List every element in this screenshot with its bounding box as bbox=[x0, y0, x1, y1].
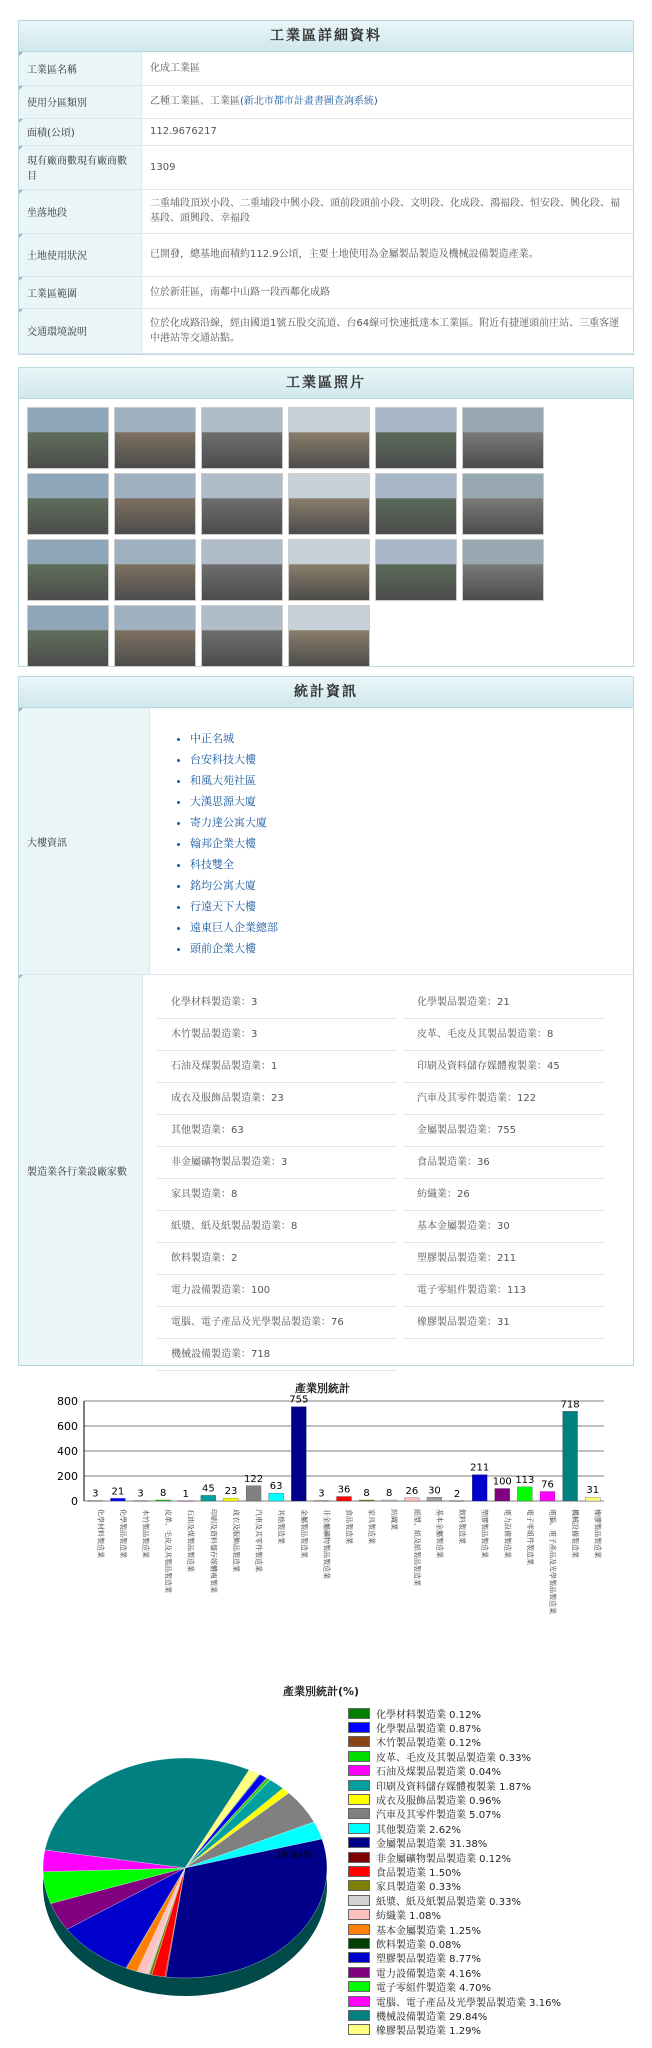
bar bbox=[178, 1501, 193, 1502]
category-label: 石油及煤製品製造業 bbox=[186, 1509, 195, 1572]
bar bbox=[450, 1501, 465, 1502]
bar-value-label: 1 bbox=[182, 1488, 189, 1500]
site-photo[interactable] bbox=[201, 605, 283, 667]
bar bbox=[269, 1493, 284, 1501]
legend-label: 木竹製品製造業 0.12% bbox=[376, 1738, 481, 1750]
category-label: 成衣及服飾品製造業 bbox=[231, 1509, 240, 1572]
bar bbox=[246, 1486, 261, 1501]
legend-label: 紙漿、紙及紙製品製造業 0.33% bbox=[376, 1896, 521, 1908]
bar-value-label: 76 bbox=[541, 1479, 554, 1491]
detail-title: 工業區詳細資料 bbox=[19, 21, 633, 52]
bar-value-label: 8 bbox=[363, 1488, 370, 1499]
bar-value-label: 113 bbox=[515, 1474, 535, 1486]
building-link[interactable]: • 頭前企業大樓 bbox=[190, 938, 278, 959]
legend-item bbox=[348, 1807, 561, 1821]
legend-item bbox=[348, 1749, 561, 1763]
bar-chart-title: 產業別統計 bbox=[295, 1382, 350, 1395]
site-photo[interactable] bbox=[288, 407, 370, 469]
row-label: 交通環境說明 bbox=[19, 308, 142, 353]
legend-swatch bbox=[348, 1880, 370, 1891]
bar bbox=[88, 1501, 103, 1502]
building-link[interactable]: • 銘均公寓大廈 bbox=[190, 875, 278, 896]
y-tick-label: 400 bbox=[57, 1445, 78, 1458]
bar bbox=[133, 1501, 148, 1502]
zone-value: 乙種工業區、工業區 bbox=[150, 96, 240, 107]
site-photo[interactable] bbox=[201, 473, 283, 535]
site-photo[interactable] bbox=[114, 473, 196, 535]
bar bbox=[472, 1475, 487, 1501]
industry-count: 汽車及其零件製造業：122 bbox=[403, 1083, 605, 1115]
legend-swatch bbox=[348, 1765, 370, 1776]
industry-count: 橡膠製品製造業：31 bbox=[403, 1307, 605, 1339]
bar-value-label: 755 bbox=[289, 1395, 309, 1406]
category-label: 塑膠製品製造業 bbox=[480, 1509, 489, 1558]
legend-item bbox=[348, 1879, 561, 1893]
legend-swatch bbox=[348, 1751, 370, 1762]
building-link[interactable]: • 行遠天下大樓 bbox=[190, 896, 278, 917]
category-label: 機械設備製造業 bbox=[571, 1509, 580, 1558]
legend-item bbox=[348, 1936, 561, 1950]
site-photo[interactable] bbox=[114, 605, 196, 667]
site-photo[interactable] bbox=[375, 407, 457, 469]
legend-item bbox=[348, 1922, 561, 1936]
bar-value-label: 23 bbox=[224, 1486, 238, 1498]
bar bbox=[517, 1487, 532, 1501]
row-label: 現有廠商數現有廠商數目 bbox=[19, 145, 142, 189]
industry-count: 塑膠製品製造業：211 bbox=[403, 1243, 605, 1275]
site-photo[interactable] bbox=[375, 473, 457, 535]
site-photo[interactable] bbox=[201, 539, 283, 601]
category-label: 電力設備製造業 bbox=[503, 1509, 512, 1558]
legend-item bbox=[348, 1836, 561, 1850]
bar-value-label: 3 bbox=[92, 1488, 99, 1500]
legend-swatch bbox=[348, 2010, 370, 2021]
building-link[interactable]: • 遠東巨人企業總部 bbox=[190, 917, 278, 938]
bar bbox=[585, 1497, 600, 1501]
legend-swatch bbox=[348, 1996, 370, 2007]
site-photo[interactable] bbox=[288, 473, 370, 535]
building-list bbox=[150, 708, 278, 974]
category-label: 金屬製品製造業 bbox=[299, 1509, 308, 1558]
industry-count: 成衣及服飾品製造業：23 bbox=[157, 1083, 397, 1115]
legend-label: 汽車及其零件製造業 5.07% bbox=[376, 1810, 501, 1822]
bar bbox=[291, 1407, 306, 1501]
detail-panel bbox=[18, 20, 634, 355]
legend-swatch bbox=[348, 1708, 370, 1719]
legend-item bbox=[348, 1735, 561, 1749]
bar-value-label: 30 bbox=[428, 1485, 441, 1497]
legend-label: 機械設備製造業 29.84% bbox=[376, 2011, 488, 2023]
legend-swatch bbox=[348, 1808, 370, 1819]
legend-label: 金屬製品製造業 31.38% bbox=[376, 1839, 488, 1851]
legend-item bbox=[348, 1821, 561, 1835]
industry-count: 電腦、電子產品及光學製品製造業：76 bbox=[157, 1307, 397, 1339]
legend-swatch bbox=[348, 1909, 370, 1920]
site-photo[interactable] bbox=[27, 539, 109, 601]
legend-swatch bbox=[348, 1736, 370, 1747]
bar bbox=[110, 1498, 125, 1501]
category-label: 皮革、毛皮及其製品製造業 bbox=[164, 1509, 173, 1593]
legend-swatch bbox=[348, 1837, 370, 1848]
legend-item bbox=[348, 2008, 561, 2022]
row-value: 位於新莊區，南鄰中山路一段西鄰化成路 bbox=[142, 276, 634, 308]
legend-swatch bbox=[348, 1722, 370, 1733]
row-value bbox=[142, 85, 634, 118]
legend-label: 成衣及服飾品製造業 0.96% bbox=[376, 1796, 501, 1808]
category-label: 木竹製品製造業 bbox=[141, 1509, 150, 1558]
category-label: 紡織業 bbox=[390, 1509, 399, 1530]
legend-item bbox=[348, 1850, 561, 1864]
pie-legend bbox=[348, 1706, 561, 2037]
bar-value-label: 26 bbox=[405, 1485, 419, 1497]
row-value: 二重埔段頂崁小段、二重埔段中興小段、頭前段頭前小段、文明段、化成段、鴻福段、恒安段、興化段、福基段、頭興段、幸福段 bbox=[142, 189, 634, 233]
industry-count: 非金屬礦物製品製造業：3 bbox=[157, 1147, 397, 1179]
legend-swatch bbox=[348, 1794, 370, 1805]
bar bbox=[337, 1497, 352, 1502]
legend-label: 飲料製造業 0.08% bbox=[376, 1939, 461, 1951]
legend-label: 化學製品製造業 0.87% bbox=[376, 1724, 481, 1736]
bar bbox=[382, 1500, 397, 1501]
industry-count: 電子零組件製造業：113 bbox=[403, 1275, 605, 1307]
legend-item bbox=[348, 1720, 561, 1734]
site-photo[interactable] bbox=[114, 539, 196, 601]
industry-count: 家具製造業：8 bbox=[157, 1179, 397, 1211]
industry-count: 電力設備製造業：100 bbox=[157, 1275, 397, 1307]
legend-label: 基本金屬製造業 1.25% bbox=[376, 1925, 481, 1937]
category-label: 紙漿、紙及紙製品製造業 bbox=[412, 1509, 421, 1586]
legend-item bbox=[348, 1951, 561, 1965]
building-link[interactable]: • 中正名城 bbox=[190, 728, 278, 749]
bar-value-label: 63 bbox=[269, 1481, 283, 1493]
category-label: 電子零組件製造業 bbox=[525, 1509, 534, 1565]
site-photo[interactable] bbox=[462, 539, 544, 601]
pie-chart bbox=[40, 1740, 330, 2040]
bar bbox=[201, 1495, 216, 1501]
category-label: 基本金屬製造業 bbox=[435, 1509, 444, 1558]
legend-item bbox=[348, 1979, 561, 1993]
bar-value-label: 36 bbox=[337, 1484, 351, 1496]
pie-percent-label: 29.84% bbox=[275, 1850, 314, 1861]
category-label: 電腦、電子產品及光學製品製造業 bbox=[548, 1509, 557, 1614]
stats-panel bbox=[18, 676, 634, 1366]
industry-row bbox=[19, 975, 633, 1365]
row-label: 使用分區類別 bbox=[19, 85, 142, 118]
industry-count: 金屬製品製造業：755 bbox=[403, 1115, 605, 1147]
legend-swatch bbox=[348, 1895, 370, 1906]
bar bbox=[563, 1411, 578, 1501]
row-value: 已開發，總基地面積約112.9公頃，主要土地使用為金屬製品製造及機械設備製造產業。 bbox=[142, 233, 634, 276]
bar bbox=[156, 1500, 171, 1501]
industry-count: 化學材料製造業：3 bbox=[157, 987, 397, 1019]
legend-label: 非金屬礦物製品製造業 0.12% bbox=[376, 1853, 511, 1865]
legend-swatch bbox=[348, 1823, 370, 1834]
site-photo[interactable] bbox=[27, 605, 109, 667]
row-label: 工業區名稱 bbox=[19, 52, 142, 85]
industry-count: 石油及煤製品製造業：1 bbox=[157, 1051, 397, 1083]
bar bbox=[427, 1497, 442, 1501]
bar-value-label: 45 bbox=[201, 1483, 215, 1495]
building-link[interactable]: • 寄力達公寓大廈 bbox=[190, 812, 278, 833]
legend-swatch bbox=[348, 1780, 370, 1791]
industry-count: 紡織業：26 bbox=[403, 1179, 605, 1211]
legend-swatch bbox=[348, 2024, 370, 2035]
category-label: 化學材料製造業 bbox=[96, 1509, 105, 1558]
building-link[interactable]: • 和風大苑社區 bbox=[190, 770, 278, 791]
legend-item bbox=[348, 1764, 561, 1778]
legend-item bbox=[348, 1965, 561, 1979]
bar-value-label: 718 bbox=[560, 1399, 580, 1411]
bar bbox=[223, 1498, 238, 1501]
bar-value-label: 3 bbox=[318, 1488, 325, 1500]
buildings-row bbox=[19, 708, 633, 975]
photos-title: 工業區照片 bbox=[19, 368, 633, 399]
category-label: 印刷及資料儲存媒體複製業 bbox=[209, 1509, 218, 1593]
legend-label: 家具製造業 0.33% bbox=[376, 1882, 461, 1894]
legend-swatch bbox=[348, 1866, 370, 1877]
site-photo[interactable] bbox=[27, 407, 109, 469]
industry-count: 化學製品製造業：21 bbox=[403, 987, 605, 1019]
legend-label: 石油及煤製品製造業 0.04% bbox=[376, 1767, 501, 1779]
y-tick-label: 800 bbox=[57, 1395, 78, 1408]
legend-label: 食品製造業 1.50% bbox=[376, 1868, 461, 1879]
legend-swatch bbox=[348, 1981, 370, 1992]
building-link[interactable]: • 大漢思源大廈 bbox=[190, 791, 278, 812]
building-link[interactable]: • 翰邦企業大樓 bbox=[190, 833, 278, 854]
bar-value-label: 21 bbox=[111, 1486, 125, 1498]
industry-count: 基本金屬製造業：30 bbox=[403, 1211, 605, 1243]
legend-label: 印刷及資料儲存媒體複製業 1.87% bbox=[376, 1781, 531, 1793]
legend-swatch bbox=[348, 1852, 370, 1863]
category-label: 汽車及其零件製造業 bbox=[254, 1509, 263, 1572]
bar-value-label: 3 bbox=[137, 1488, 144, 1500]
bar-value-label: 211 bbox=[470, 1462, 490, 1474]
bar-value-label: 100 bbox=[492, 1476, 512, 1488]
industry-count: 印刷及資料儲存媒體複製業：45 bbox=[403, 1051, 605, 1083]
building-link[interactable]: • 台安科技大樓 bbox=[190, 749, 278, 770]
site-photo[interactable] bbox=[201, 407, 283, 469]
site-photo[interactable] bbox=[27, 473, 109, 535]
bar bbox=[359, 1500, 374, 1501]
photo-grid bbox=[19, 399, 633, 671]
category-label: 家具製造業 bbox=[367, 1509, 376, 1544]
legend-label: 塑膠製品製造業 8.77% bbox=[376, 1954, 481, 1966]
bar-value-label: 2 bbox=[453, 1488, 461, 1500]
category-label: 非金屬礦物製品製造業 bbox=[322, 1509, 331, 1579]
row-label: 坐落地段 bbox=[19, 189, 142, 233]
category-label: 化學製品製造業 bbox=[118, 1509, 127, 1558]
y-tick-label: 0 bbox=[71, 1495, 78, 1508]
bar bbox=[314, 1501, 329, 1502]
industry-count: 皮革、毛皮及其製品製造業：8 bbox=[403, 1019, 605, 1051]
site-photo[interactable] bbox=[114, 407, 196, 469]
bar-value-label: 8 bbox=[386, 1488, 393, 1499]
legend-label: 化學材料製造業 0.12% bbox=[376, 1709, 481, 1721]
bar-value-label: 31 bbox=[586, 1485, 600, 1497]
industry-count: 機械設備製造業：718 bbox=[157, 1339, 397, 1371]
bar-value-label: 8 bbox=[159, 1488, 167, 1499]
row-label: 工業區範圍 bbox=[19, 276, 142, 308]
row-label: 面積(公頃) bbox=[19, 118, 142, 145]
pie-chart-title: 產業別統計(%) bbox=[283, 1685, 360, 1698]
legend-label: 皮革、毛皮及其製品製造業 0.33% bbox=[376, 1752, 531, 1764]
legend-label: 電子零組件製造業 4.70% bbox=[376, 1983, 491, 1995]
legend-swatch bbox=[348, 1967, 370, 1978]
industry-grid bbox=[143, 975, 633, 1365]
bar bbox=[540, 1492, 555, 1502]
row-value: 化成工業區 bbox=[142, 52, 634, 85]
bar bbox=[495, 1489, 510, 1502]
bar-chart bbox=[0, 1395, 652, 1655]
legend-swatch bbox=[348, 1938, 370, 1949]
photos-panel bbox=[18, 367, 634, 667]
y-tick-label: 600 bbox=[57, 1420, 78, 1433]
legend-item bbox=[348, 2023, 561, 2037]
buildings-label: 大樓資訊 bbox=[19, 708, 150, 974]
legend-swatch bbox=[348, 1924, 370, 1935]
building-link[interactable]: • 科技雙全 bbox=[190, 854, 278, 875]
category-label: 橡膠製品製造業 bbox=[593, 1509, 602, 1558]
legend-swatch bbox=[348, 1952, 370, 1963]
stats-title: 統計資訊 bbox=[19, 677, 633, 708]
legend-label: 橡膠製品製造業 1.29% bbox=[376, 2026, 481, 2038]
legend-item bbox=[348, 1706, 561, 1720]
site-photo[interactable] bbox=[288, 539, 370, 601]
site-photo[interactable] bbox=[288, 605, 370, 667]
row-value: 位於化成路沿線，經由國道1號五股交流道、台64線可快速抵達本工業區。附近有捷運頭前庄站、三重客運中港站等交通站點。 bbox=[142, 308, 634, 353]
industry-count: 食品製造業：36 bbox=[403, 1147, 605, 1179]
detail-table bbox=[19, 52, 633, 354]
row-value: 112.9676217 bbox=[142, 118, 634, 145]
category-label: 食品製造業 bbox=[345, 1509, 353, 1544]
bar bbox=[404, 1498, 419, 1501]
site-photo[interactable] bbox=[375, 539, 457, 601]
legend-label: 其他製造業 2.62% bbox=[376, 1824, 461, 1836]
row-value: 1309 bbox=[142, 145, 634, 189]
legend-item bbox=[348, 1778, 561, 1792]
y-tick-label: 200 bbox=[57, 1470, 78, 1483]
zoning-query-link[interactable]: (新北市都市計畫書圖查詢系統) bbox=[240, 96, 378, 107]
legend-label: 電腦、電子產品及光學製品製造業 3.16% bbox=[376, 1997, 561, 2009]
legend-item bbox=[348, 1792, 561, 1806]
legend-item bbox=[348, 1994, 561, 2008]
bar-value-label: 122 bbox=[244, 1473, 264, 1485]
row-label: 土地使用狀況 bbox=[19, 233, 142, 276]
legend-item bbox=[348, 1864, 561, 1878]
site-photo[interactable] bbox=[462, 407, 544, 469]
category-label: 飲料製造業 bbox=[458, 1509, 467, 1544]
legend-label: 電力設備製造業 4.16% bbox=[376, 1968, 481, 1980]
industry-count: 其他製造業：63 bbox=[157, 1115, 397, 1147]
industry-count: 紙漿、紙及紙製品製造業：8 bbox=[157, 1211, 397, 1243]
industry-count: 木竹製品製造業：3 bbox=[157, 1019, 397, 1051]
industry-count: 飲料製造業：2 bbox=[157, 1243, 397, 1275]
legend-item bbox=[348, 1893, 561, 1907]
legend-label: 紡織業 1.08% bbox=[376, 1911, 441, 1923]
site-photo[interactable] bbox=[462, 473, 544, 535]
legend-item bbox=[348, 1907, 561, 1921]
category-label: 其他製造業 bbox=[277, 1509, 286, 1544]
industry-label: 製造業各行業設廠家數 bbox=[19, 975, 143, 1365]
